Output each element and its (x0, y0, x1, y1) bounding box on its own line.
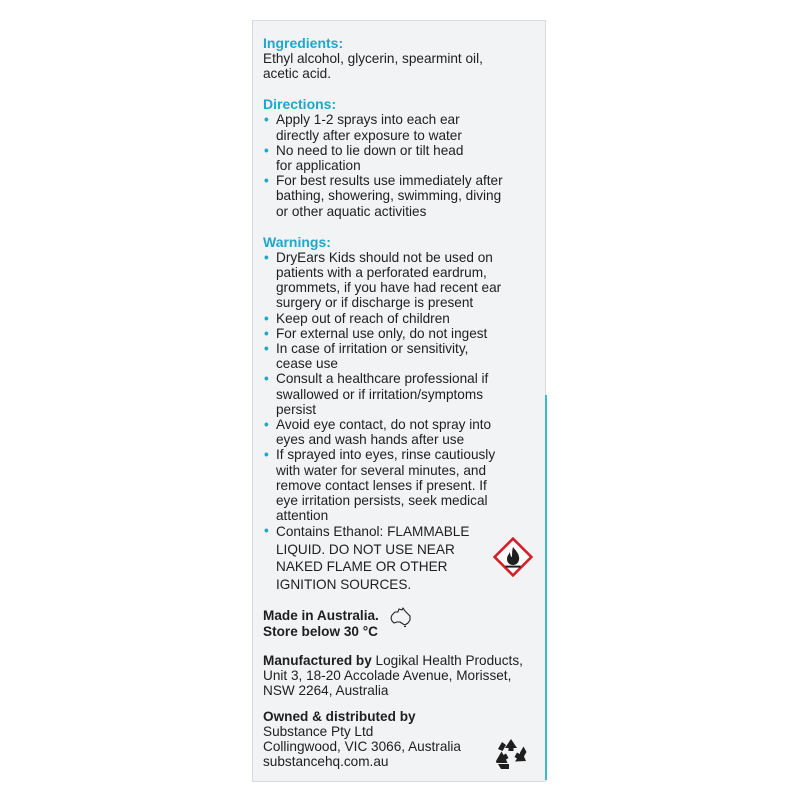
list-item (263, 326, 543, 341)
bullet-icon: • (264, 417, 269, 433)
bullet-icon: • (264, 325, 269, 341)
list-item-line: for application (276, 158, 361, 174)
ingredients-section (263, 35, 543, 81)
australia-map-icon (389, 606, 413, 628)
bullet-icon: • (264, 447, 269, 463)
manufacturer-block (263, 653, 543, 699)
ingredients-heading: Ingredients: (263, 35, 344, 51)
ingredients-line: Ethyl alcohol, glycerin, spearmint oil, (263, 51, 483, 66)
list-item-line: swallowed or if irritation/symptoms (276, 386, 483, 402)
bullet-icon: • (264, 112, 269, 128)
list-item-line: IGNITION SOURCES. (276, 576, 412, 592)
panel-edge-accent (545, 395, 547, 780)
bullet-icon: • (264, 142, 269, 158)
warnings-heading: Warnings: (263, 233, 331, 250)
list-item-line: attention (276, 508, 329, 524)
distributor-website: substancehq.com.au (263, 754, 389, 770)
list-item-line: surgery or if discharge is present (276, 295, 474, 311)
list-item-line: For external use only, do not ingest (276, 325, 488, 341)
list-item-line: directly after exposure to water (276, 127, 462, 143)
list-item (263, 417, 543, 447)
distributor-line: Substance Pty Ltd (263, 723, 374, 739)
directions-heading: Directions: (263, 96, 337, 113)
list-item-line: NAKED FLAME OR OTHER (276, 559, 448, 575)
list-item-line: In case of irritation or sensitivity, (276, 341, 469, 357)
list-item-line: Keep out of reach of children (276, 310, 450, 326)
list-item (263, 112, 543, 142)
bullet-icon: • (264, 341, 269, 357)
flammable-hazard-icon (493, 537, 533, 577)
list-item-line: bathing, showering, swimming, diving (276, 188, 502, 204)
manufacturer-label: Manufactured by (263, 652, 372, 668)
label-content (263, 35, 543, 769)
manufacturer-line (263, 653, 543, 668)
warnings-section (263, 234, 543, 594)
flammable-warning-item (263, 523, 543, 593)
warnings-list (263, 250, 543, 594)
list-item (263, 311, 543, 326)
list-item-line: patients with a perforated eardrum, (276, 265, 487, 281)
list-item-line: eye irritation persists, seek medical (276, 493, 488, 509)
bullet-icon: • (264, 249, 269, 265)
recycle-icon (493, 736, 529, 772)
list-item-line: with water for several minutes, and (276, 462, 487, 478)
list-item-line: Consult a healthcare professional if (276, 371, 489, 387)
manufacturer-address: NSW 2264, Australia (263, 683, 389, 699)
list-item-line: grommets, if you have had recent ear (276, 280, 502, 296)
list-item-line: LIQUID. DO NOT USE NEAR (276, 541, 455, 557)
bullet-icon: • (264, 371, 269, 387)
list-item (263, 371, 543, 417)
directions-list (263, 112, 543, 218)
list-item (263, 143, 543, 173)
list-item-line: Avoid eye contact, do not spray into (276, 417, 492, 433)
bullet-icon: • (264, 523, 269, 539)
list-item-line: or other aquatic activities (276, 203, 427, 219)
list-item (263, 173, 543, 219)
storage-label: Store below 30 °C (263, 623, 378, 639)
distributor-line: Collingwood, VIC 3066, Australia (263, 738, 461, 754)
origin-block (263, 608, 543, 638)
list-item-line: If sprayed into eyes, rinse cautiously (276, 447, 496, 463)
list-item-line: persist (276, 401, 317, 417)
list-item-line: Contains Ethanol: FLAMMABLE (276, 524, 470, 540)
ingredients-line: acetic acid. (263, 66, 332, 82)
list-item (263, 447, 543, 523)
manufacturer-name: Logikal Health Products, (371, 652, 523, 668)
bullet-icon: • (264, 310, 269, 326)
list-item-line: For best results use immediately after (276, 173, 503, 189)
directions-section (263, 96, 543, 218)
list-item (263, 250, 543, 311)
list-item-line: cease use (276, 356, 338, 372)
list-item-line: No need to lie down or tilt head (276, 142, 464, 158)
made-in-label: Made in Australia. (263, 608, 379, 624)
list-item-line: DryEars Kids should not be used on (276, 249, 493, 265)
bullet-icon: • (264, 173, 269, 189)
distributor-heading: Owned & distributed by (263, 708, 416, 724)
list-item-line: eyes and wash hands after use (276, 432, 465, 448)
manufacturer-address: Unit 3, 18-20 Accolade Avenue, Morisset, (263, 668, 512, 684)
list-item (263, 341, 543, 371)
distributor-block (263, 709, 543, 770)
list-item-line: Apply 1-2 sprays into each ear (276, 112, 460, 128)
list-item-line: remove contact lenses if present. If (276, 477, 487, 493)
